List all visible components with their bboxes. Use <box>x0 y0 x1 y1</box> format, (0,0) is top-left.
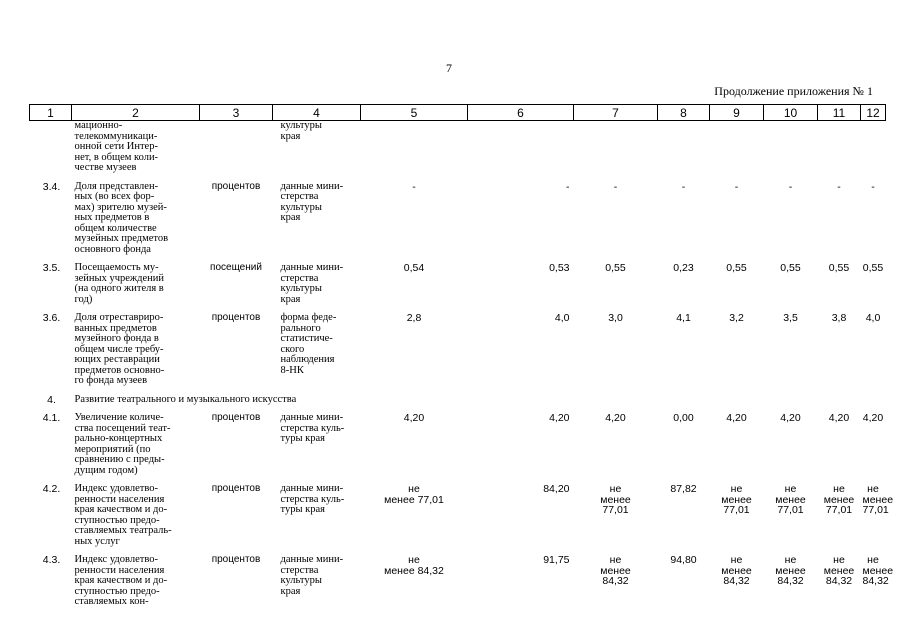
row-number: 4.1. <box>42 412 61 424</box>
indicator-name: Доля отреставриро- ванных предметов музейного фонда в общем числе требу- ющих реставрации предметов основно- го фонда музеев <box>74 312 165 386</box>
value-col-9: не менее 84,32 <box>721 554 752 587</box>
unit-cell: процентов <box>211 312 261 323</box>
header-row <box>30 105 886 121</box>
unit-cell: процентов <box>211 412 261 423</box>
value-col-5 <box>361 121 468 182</box>
unit-cell: процентов <box>211 483 261 494</box>
value-col-11: 3,8 <box>831 312 847 324</box>
section-number: 4. <box>47 393 56 406</box>
value-col-11: 0,55 <box>828 262 850 274</box>
column-header-12: 12 <box>861 105 886 121</box>
value-col-7: 3,0 <box>608 312 623 324</box>
section-row <box>30 395 886 414</box>
value-col-10: - <box>788 180 793 193</box>
value-col-6: 91,75 <box>543 554 570 566</box>
value-col-11: 4,20 <box>828 412 850 424</box>
value-col-6: 84,20 <box>543 483 570 495</box>
source-cell: культуры края <box>280 120 322 142</box>
value-col-7: - <box>613 180 618 193</box>
value-col-10: не менее 84,32 <box>775 554 806 587</box>
source-cell: данные мини- стерства культуры края <box>280 180 344 223</box>
value-col-12: 4,0 <box>865 312 881 324</box>
value-col-12: не менее 84,32 <box>862 554 894 587</box>
column-header-1: 1 <box>30 105 72 121</box>
value-col-10 <box>764 121 818 182</box>
table-row <box>30 413 886 484</box>
continuation-label: Продолжение приложения № 1 <box>714 84 873 98</box>
table-row <box>30 555 886 616</box>
indicator-name: Индекс удовлетво- ренности населения края качеством и до- ступностью предо- ставляемых кон- <box>74 554 168 607</box>
column-header-4: 4 <box>273 105 361 121</box>
value-col-12: не менее 77,01 <box>862 483 894 516</box>
value-col-12: 4,20 <box>862 412 884 424</box>
column-header-5: 5 <box>361 105 468 121</box>
unit-cell: процентов <box>211 180 261 192</box>
value-col-6: 4,20 <box>549 412 570 424</box>
column-header-11: 11 <box>818 105 861 121</box>
value-col-8: 4,1 <box>676 312 691 324</box>
section-title: Развитие театрального и музыкального искусства <box>74 393 297 405</box>
value-col-8 <box>658 121 710 182</box>
value-col-9: 0,55 <box>726 262 747 274</box>
unit-cell: процентов <box>211 554 261 565</box>
column-header-9: 9 <box>710 105 764 121</box>
row-number: 3.6. <box>42 312 61 324</box>
value-col-11 <box>818 121 861 182</box>
value-col-12: - <box>871 180 875 193</box>
row-number: 3.4. <box>42 180 61 193</box>
value-col-12: 0,55 <box>862 262 884 274</box>
value-col-11: не менее 77,01 <box>823 483 855 516</box>
table-row <box>30 263 886 313</box>
column-header-8: 8 <box>658 105 710 121</box>
value-col-11: не менее 84,32 <box>823 554 855 587</box>
value-col-10: 3,5 <box>783 312 798 324</box>
table-row <box>30 313 886 395</box>
table-body <box>30 120 894 616</box>
source-cell: данные мини- стерства культуры края <box>280 554 344 597</box>
row-number: 3.5. <box>42 262 61 274</box>
value-col-6: 0,53 <box>549 262 570 274</box>
value-col-12 <box>861 121 886 182</box>
value-col-5: не менее 77,01 <box>384 483 444 506</box>
table-header <box>30 105 886 121</box>
value-col-9: - <box>734 180 739 193</box>
page-number: 7 <box>446 61 452 75</box>
value-col-8: 0,00 <box>673 412 694 424</box>
value-col-5: 2,8 <box>406 312 422 324</box>
value-col-9: 4,20 <box>726 412 747 424</box>
source-cell: данные мини- стерства куль- туры края <box>280 412 345 444</box>
table-row <box>30 484 886 555</box>
value-col-7 <box>574 121 658 182</box>
value-col-5: не менее 84,32 <box>384 554 444 577</box>
value-col-7: 0,55 <box>605 262 626 274</box>
value-col-8: 87,82 <box>670 483 697 495</box>
indicator-name: Доля представлен- ных (во всех фор- мах) зрителю музей- ных предметов в общем количестве музейных предметов основного фонда <box>74 180 169 255</box>
unit-cell <box>200 121 273 182</box>
value-col-6: 4,0 <box>554 312 570 324</box>
indicator-name: Увеличение количе- ства посещений теат- рально-концертных мероприятий (по сравнению с преды- дущим годом) <box>74 412 171 476</box>
column-header-2: 2 <box>72 105 200 121</box>
column-header-3: 3 <box>200 105 273 121</box>
value-col-9: не менее 77,01 <box>721 483 752 516</box>
indicator-name: Посещаемость му- зейных учреждений (на одного жителя в год) <box>74 262 165 305</box>
column-header-7: 7 <box>574 105 658 121</box>
source-cell: данные мини- стерства куль- туры края <box>280 483 345 515</box>
value-col-11: - <box>837 180 841 193</box>
unit-cell: посещений <box>210 262 262 273</box>
row-number: 4.3. <box>42 554 61 566</box>
column-header-10: 10 <box>764 105 818 121</box>
value-col-6: - <box>566 180 570 193</box>
value-col-8: 94,80 <box>670 554 697 566</box>
value-col-5: - <box>412 180 416 193</box>
indicator-name: Индекс удовлетво- ренности населения края качеством и до- ступностью предо- ставляемых театраль- ных услуг <box>74 483 172 547</box>
value-col-5: 4,20 <box>403 412 425 424</box>
value-col-8: - <box>681 180 686 193</box>
value-col-5: 0,54 <box>403 262 425 274</box>
source-cell: форма феде- рального статистиче- ского наблюдения 8-НК <box>280 312 337 376</box>
indicator-name: мационно- телекоммуникаци- онной сети Интер- нет, в общем коли- честве музеев <box>74 120 159 173</box>
value-col-6 <box>468 121 574 182</box>
value-col-10: 0,55 <box>780 262 801 274</box>
indicators-table <box>29 104 894 616</box>
row-number: 4.2. <box>42 483 61 495</box>
value-col-7: не менее 84,32 <box>600 554 631 587</box>
value-col-8: 0,23 <box>673 262 694 274</box>
value-col-7: не менее 77,01 <box>600 483 631 516</box>
value-col-9: 3,2 <box>729 312 744 324</box>
table-row <box>30 121 886 182</box>
value-col-10: 4,20 <box>780 412 801 424</box>
column-header-6: 6 <box>468 105 574 121</box>
source-cell: данные мини- стерства культуры края <box>280 262 344 305</box>
value-col-7: 4,20 <box>605 412 626 424</box>
table-row <box>30 182 886 264</box>
row-number <box>30 121 72 182</box>
value-col-10: не менее 77,01 <box>775 483 806 516</box>
value-col-9 <box>710 121 764 182</box>
